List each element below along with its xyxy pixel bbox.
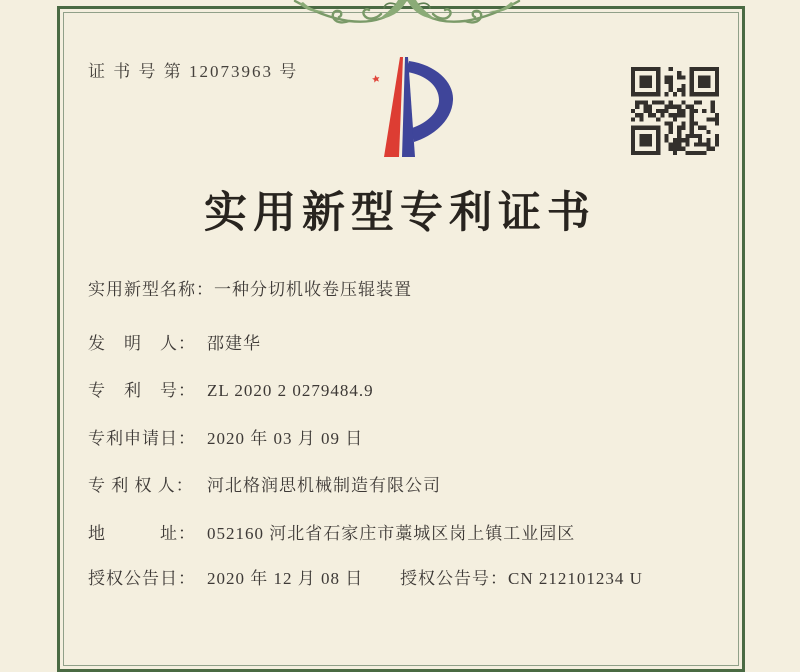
field-value: 052160 河北省石家庄市藁城区岗上镇工业园区	[207, 524, 576, 543]
field-row-patent-number	[88, 381, 718, 401]
field-label: 专利申请日：	[88, 429, 196, 448]
certificate-number: 证 书 号 第 12073963 号	[88, 62, 299, 81]
field-label: 专 利 号：	[88, 381, 196, 400]
field-value: 一种分切机收卷压辊装置	[214, 280, 412, 299]
field-value: CN 212101234 U	[508, 569, 643, 588]
field-row-grant-date	[88, 569, 718, 589]
certificate-title: 实用新型专利证书	[204, 190, 596, 237]
certificate-fields	[88, 280, 718, 589]
field-label: 地 址：	[88, 524, 196, 543]
field-row-patentee	[88, 476, 718, 496]
field-grant-number	[400, 569, 643, 589]
field-row-address	[88, 524, 718, 544]
field-row-name	[88, 280, 718, 300]
cnipa-patent-logo-icon	[333, 52, 475, 166]
field-label: 发 明 人：	[88, 334, 196, 353]
field-label: 授权公告号：	[400, 569, 508, 588]
floral-ornament-icon	[285, 0, 529, 28]
qr-code	[631, 67, 719, 155]
field-value: 邵建华	[207, 334, 261, 353]
field-row-inventor	[88, 334, 718, 354]
field-label: 专 利 权 人：	[88, 476, 194, 495]
field-value: 河北格润思机械制造有限公司	[207, 476, 441, 495]
field-label: 授权公告日：	[88, 569, 196, 588]
field-value: 2020 年 03 月 09 日	[207, 429, 364, 448]
field-value: ZL 2020 2 0279484.9	[207, 381, 374, 400]
field-label: 实用新型名称：	[88, 280, 214, 299]
field-value: 2020 年 12 月 08 日	[207, 569, 364, 588]
field-row-filing-date	[88, 429, 718, 449]
